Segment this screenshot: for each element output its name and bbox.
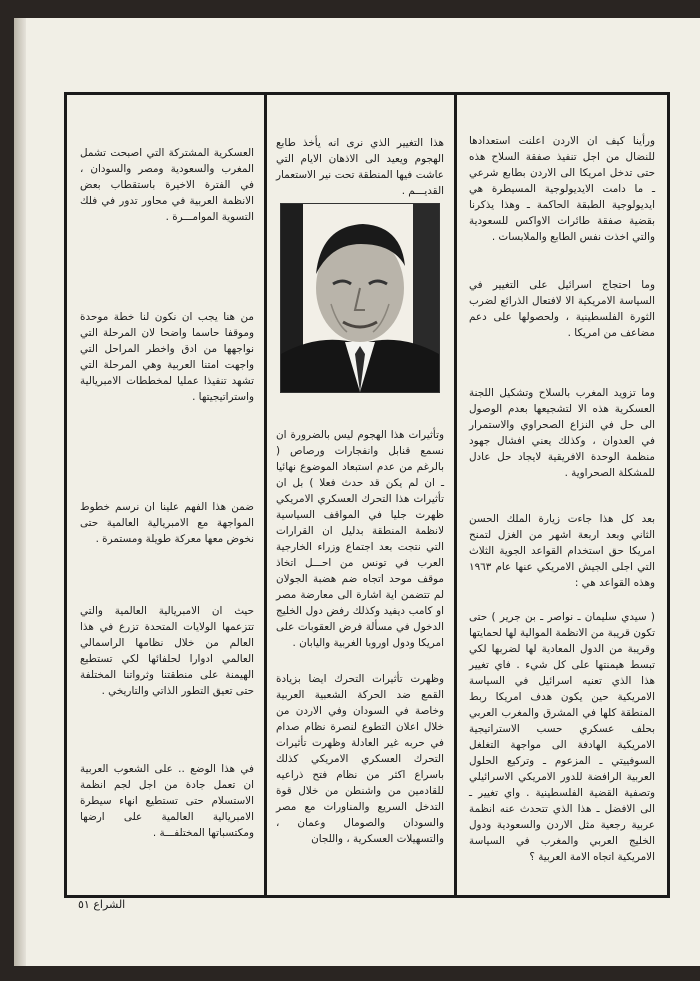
- column-rule-middle-right: [454, 95, 457, 895]
- paragraph: وظهرت تأثيرات التحرك ايضا بزيادة القمع ضد الحركة الشعبية العربية وخاصة في السودان وفي الاردن من خلال اعلان التطوع لنصرة نظام صدام في حربه غير العادلة وظهرت تأثيرات التحرك العسكري الامريكي كذلك باسراع اكثر من نظام فتح ذراعيه للقادمين من واشنطن من خلال قوة التدخل السريع والمناورات مع مصر والسودان والصومال وعمان ، والتسهيلات العسكرية ، واللجان: [276, 673, 444, 845]
- portrait-photo: [280, 203, 440, 393]
- page-number: الشراع ٥١: [78, 898, 126, 911]
- magazine-page: [14, 18, 700, 966]
- paragraph: ورأينا كيف ان الاردن اعلنت استعدادها للنضال من اجل تنفيذ صفقة السلاح هذه حتى تدخل امريكا الى الاردن بطابع شرعي ـ ما دامت الايديولوجية المسيطرة هي ايديولوجية الطبقة الحاكمة ـ وهذا يذكرنا بقضية صفقة طائرات الاواكس للسعودية والتي اخذت نفس الطابع والملابسات .: [469, 135, 655, 243]
- paragraph: هذا التغيير الذي نرى انه يأخذ طابع الهجوم ويعيد الى الاذهان الايام التي عاشت فيها المنطقة تحت نير الاستعمار القديـــم .: [276, 137, 444, 197]
- column-rule-middle-left: [264, 95, 267, 895]
- column-middle: [276, 95, 444, 895]
- paragraph: وتأثيرات هذا الهجوم ليس بالضرورة ان نسمع قنابل وانفجارات ورصاص ( بالرغم من عدم استبعاد الموضوع نهائيا ـ ان لم يكن قد حدث فعلا ) بل ان تأثيرات هذا التحرك العسكري الامريكي ظهرت جليا في المواقف السياسية لانظمة المنطقة بدليل ان القرارات التي نتجت بعد اجتماع وزراء الخارجية العرب في تونس من احـــل اتخاذ موقف موحد اتجاه ضم هضبة الجولان لم تتضمن اية اشارة الى معارضة مصر او كامب ديفيد وكذلك رفض دول الخليج الدخول في مسألة فرض العقوبات على امريكا ودول اوروبا الغربية واليابان .: [276, 429, 444, 649]
- paragraph: وما احتجاج اسرائيل على التغيير في السياسة الامريكية الا لافتعال الذرائع لضرب الثورة الفلسطينية ، ولحصولها على دعم مضاعف من امريكا .: [469, 279, 655, 339]
- paragraph: حيث ان الامبريالية العالمية والتي تتزعمها الولايات المتحدة تزرع في هذا العالم من خلال نظامها الراسمالي العالمي ادوارا لحلفائها لكي تستطيع الهيمنة على منطقتنا وثرواتنا المختلفة حتى تعيق التطور الذاتي والتاريخي .: [80, 605, 254, 697]
- page-spine: [14, 18, 26, 966]
- paragraph: من هنا يجب ان نكون لنا خطة موحدة وموقفا حاسما واضحا لان المرحلة التي نواجهها من ادق واخطر المراحل التي واجهت امتنا العربية وهي المرحلة التي تشهد تنفيذا عمليا لمخططات الامبريالية واستراتيجيتها .: [80, 311, 254, 403]
- paragraph: العسكرية المشتركة التي اصبحت تشمل المغرب والسعودية ومصر والسودان ، في الفترة الاخيرة باستقطاب بعض الانظمة العربية في محاور تدور في فلك التسوية الموامـــرة .: [80, 147, 254, 223]
- column-left: [80, 95, 254, 895]
- column-rule-right: [667, 95, 670, 895]
- paragraph: ضمن هذا الفهم علينا ان نرسم خطوط المواجهة مع الامبريالية العالمية حتى نخوض معها معركة طويلة ومستمرة .: [80, 501, 254, 545]
- column-rule-left: [64, 95, 67, 895]
- paragraph: وما تزويد المغرب بالسلاح وتشكيل اللجنة العسكرية هذه الا لتشجيعها بعدم الوصول الى حل في النزاع الصحراوي والاستمرار في العدوان ، وكذلك يعني افشال جهود منظمة الوحدة الافريقية لايجاد حل عادل للمشكلة الصحراوية .: [469, 387, 655, 479]
- paragraph: في هذا الوضع .. على الشعوب العربية ان تعمل جادة من اجل لجم انظمة الاستسلام حتى تستطيع انهاء سيطرة الامبريالية العالمية على ارضها ومكتسباتها المختلفـــة .: [80, 763, 254, 839]
- article-frame: [64, 92, 670, 898]
- paragraph: بعد كل هذا جاءت زيارة الملك الحسن الثاني وبعد اربعة اشهر من الغزل لتمنح امريكا حق استخدام القواعد الجوية الثلاث التي اجلى الجيش الامريكي عنها عام ١٩٦٣ وهذه القواعد هي :: [469, 513, 655, 589]
- column-right: [469, 95, 655, 895]
- portrait-image: [281, 204, 439, 392]
- paragraph: ( سيدي سليمان ـ نواصر ـ بن جرير ) حتى تكون قريبة من الانظمة الموالية لها لحمايتها وقريبة من الدول المعادية لها لضربها لكي تبسط هيمنتها على كل شيء . فاي تغيير هذا الذي تعنيه اسرائيل في السياسة الامريكية حين يكون هدف امريكا ربط المنطقة كلها في المشرق والمغرب العربي بحلف عسكري حسب الاستراتيجية الامريكية الهادفة الى مواجهة التغلغل السوفييتي ـ المزعوم ـ وتركيع الحلول العربية الرافضة للدور الامريكي الاسرائيلي وتصفية القضية الفلسطينية . واي تغيير ـ الى الافضل ـ هذا الذي تتحدث عنه انظمة عربية رجعية مثل الاردن والسعودية ودول الخليج العربي والمغرب في السياسة الامريكية اتجاه الامة العربية ؟: [469, 611, 655, 863]
